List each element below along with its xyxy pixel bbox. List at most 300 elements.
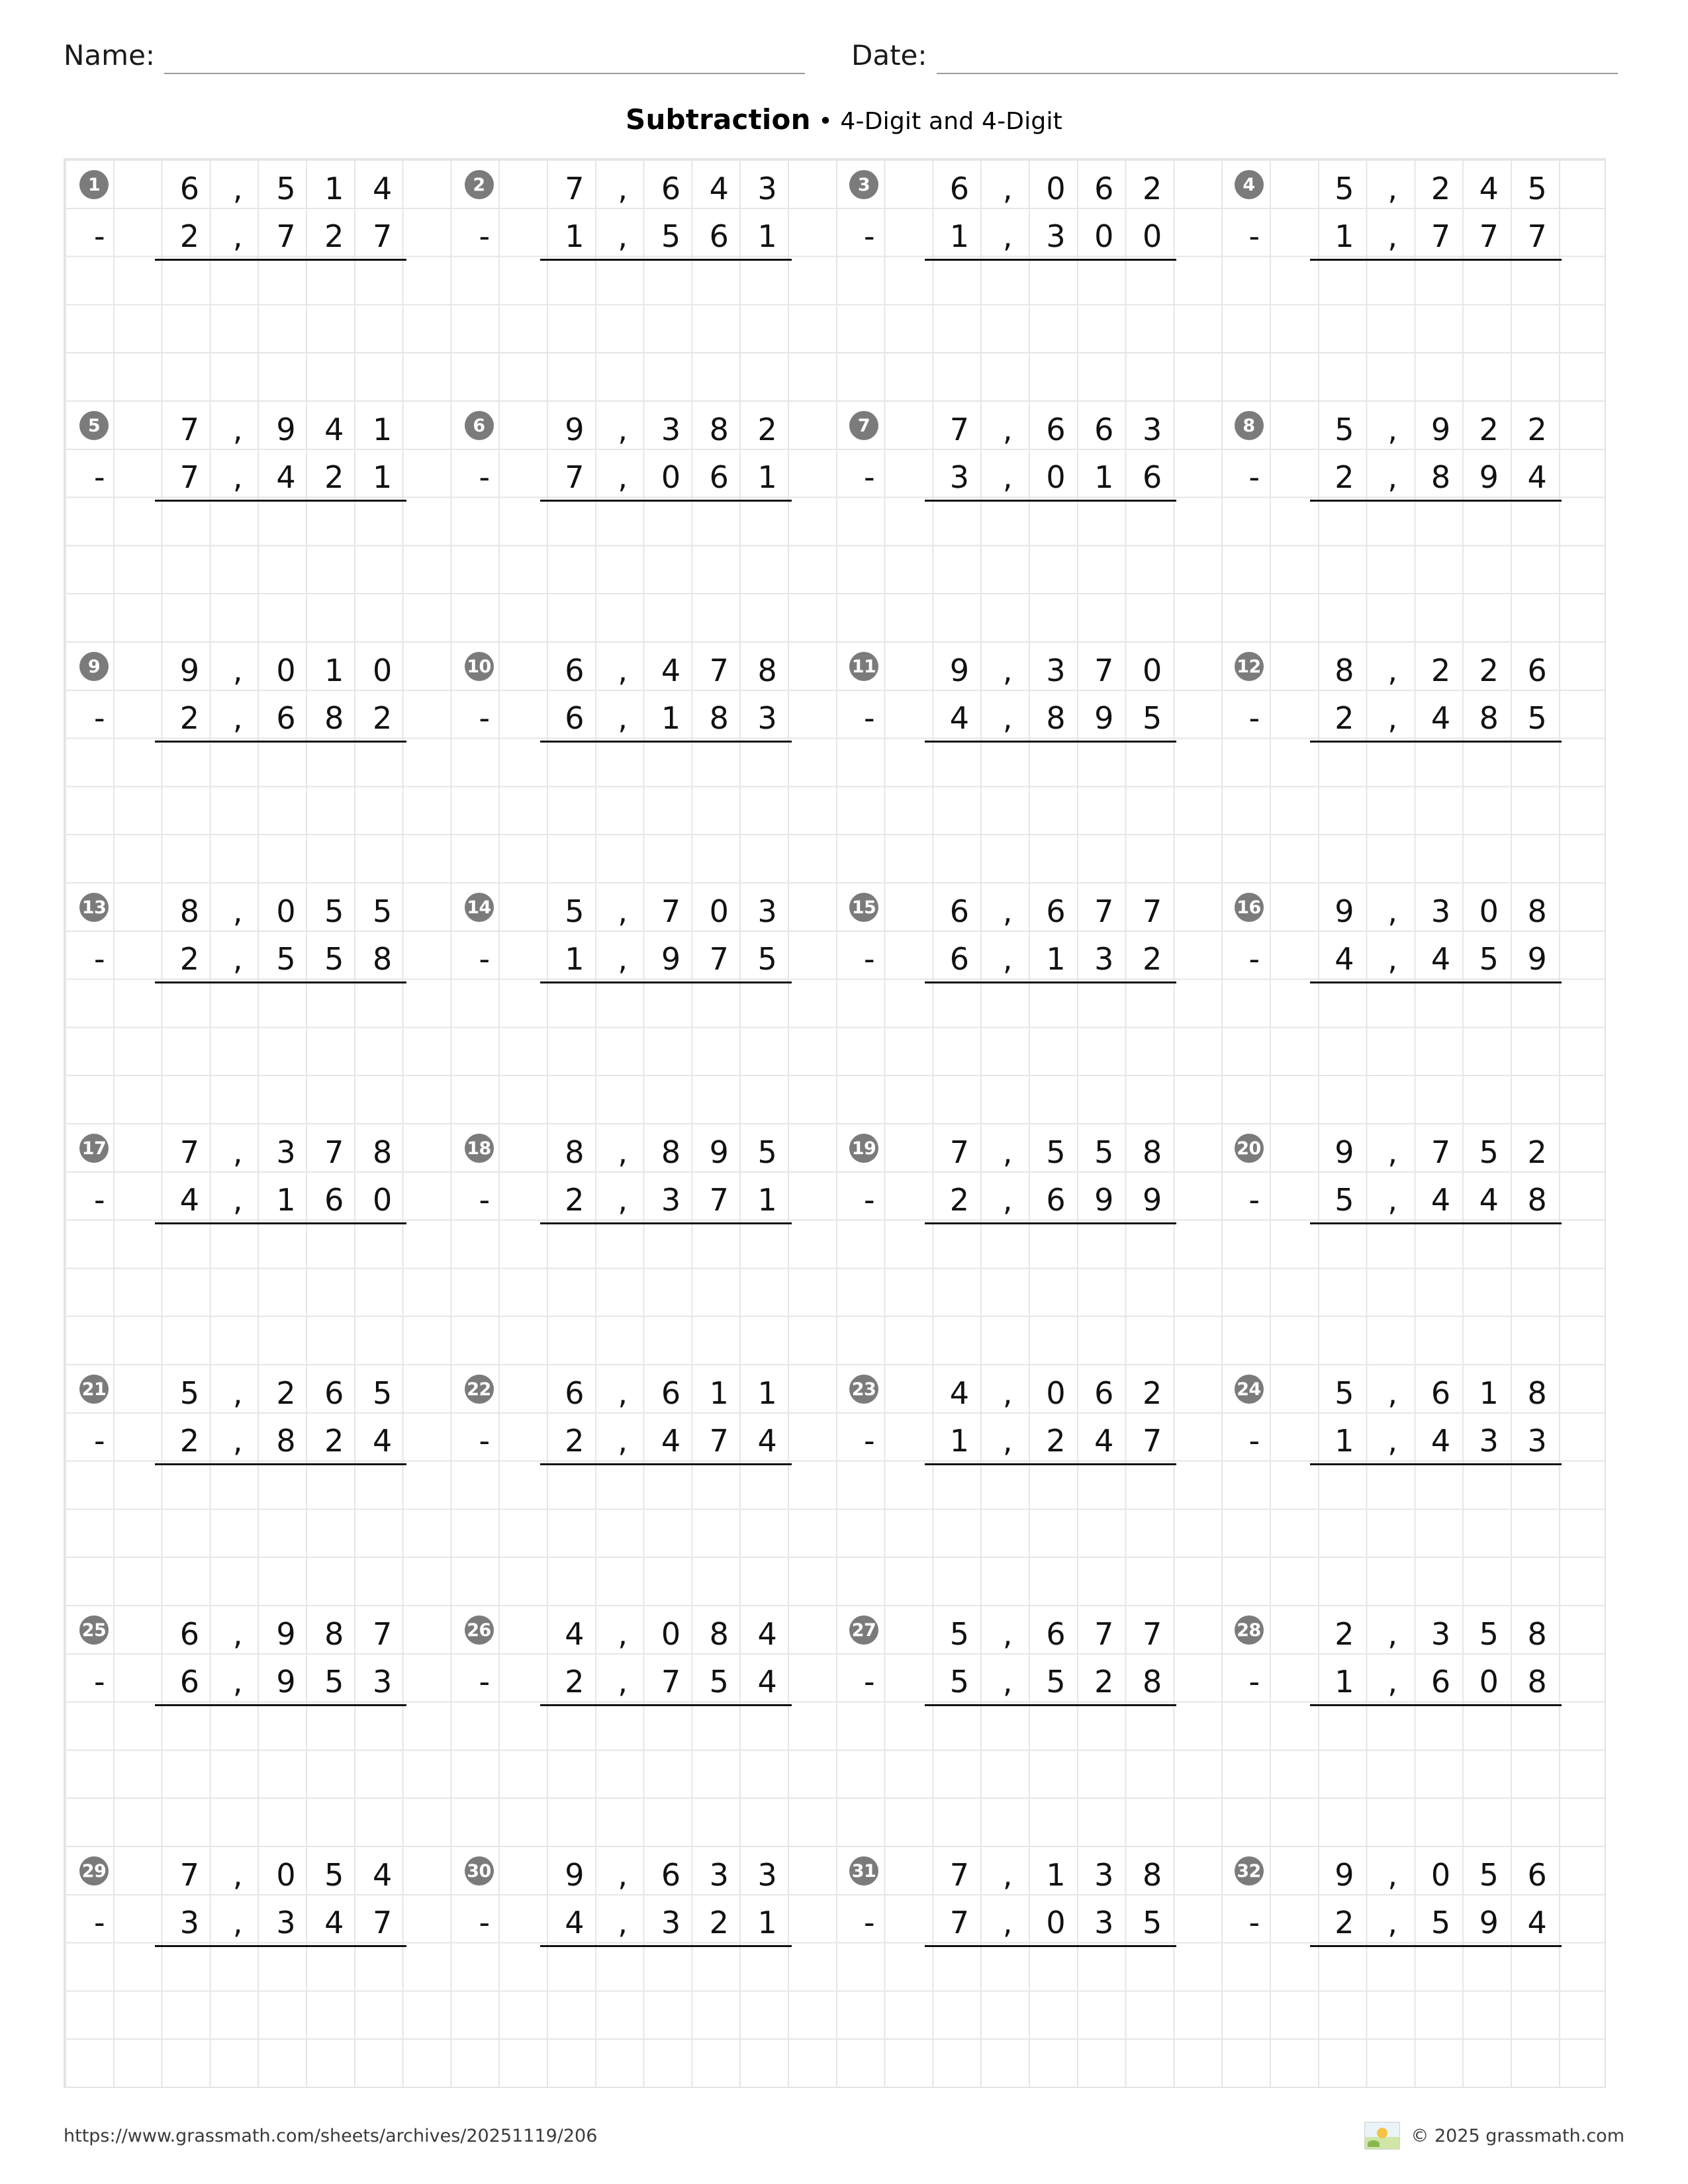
minuend-digit: 8 bbox=[1142, 1134, 1162, 1170]
minus-operator: - bbox=[94, 459, 105, 495]
problem-inner bbox=[1220, 1364, 1605, 1562]
subtrahend-digit: 6 bbox=[324, 1182, 344, 1218]
problem-7 bbox=[835, 400, 1220, 641]
answer-area[interactable] bbox=[1284, 743, 1562, 839]
problem-10 bbox=[450, 641, 835, 882]
problem-inner bbox=[835, 159, 1220, 357]
subtrahend-digit: 6 bbox=[1046, 1182, 1066, 1218]
answer-area[interactable] bbox=[514, 261, 792, 357]
minuend bbox=[128, 1128, 406, 1176]
minuend-digit: 6 bbox=[1046, 893, 1066, 929]
subtrahend bbox=[1248, 1176, 1562, 1224]
answer-area[interactable] bbox=[898, 1947, 1176, 2044]
problem-inner bbox=[450, 159, 835, 357]
subtrahend-digit: 2 bbox=[324, 459, 344, 495]
subtrahend bbox=[864, 1899, 1176, 1946]
minuend-digit: 0 bbox=[1046, 171, 1066, 206]
subtrahend-digit: 4 bbox=[949, 700, 970, 736]
minus-operator: - bbox=[864, 1423, 875, 1459]
minuend bbox=[1284, 887, 1562, 935]
subtrahend bbox=[864, 453, 1176, 501]
answer-area[interactable] bbox=[898, 1465, 1176, 1562]
minuend-digit: 6 bbox=[1094, 412, 1114, 447]
problem-numbers bbox=[864, 1128, 1176, 1321]
problem-18 bbox=[450, 1123, 835, 1364]
answer-area[interactable] bbox=[898, 502, 1176, 598]
problem-28 bbox=[1220, 1605, 1605, 1846]
minuend-digit: 5 bbox=[276, 171, 296, 206]
minuend-digit: 6 bbox=[1527, 1857, 1547, 1893]
subtrahend-digit: 2 bbox=[709, 1905, 729, 1940]
problem-inner bbox=[835, 400, 1220, 598]
minuend-digit: 3 bbox=[757, 1857, 777, 1893]
problem-number-badge: 26 bbox=[465, 1615, 494, 1645]
minus-operator: - bbox=[479, 1664, 491, 1700]
minuend-digit: 3 bbox=[1094, 1857, 1114, 1893]
comma-separator: , bbox=[1002, 700, 1013, 736]
comma-separator: , bbox=[232, 1616, 243, 1652]
subtrahend bbox=[94, 453, 406, 501]
answer-area[interactable] bbox=[1284, 261, 1562, 357]
minuend-digit: 8 bbox=[372, 1134, 393, 1170]
subtrahend-digit: 8 bbox=[1479, 700, 1499, 736]
problem-number-badge: 28 bbox=[1235, 1615, 1264, 1645]
subtrahend-digit: 7 bbox=[949, 1905, 970, 1940]
minuend-digit: 9 bbox=[179, 653, 200, 688]
minuend-digit: 2 bbox=[1142, 171, 1162, 206]
problem-number-badge: 17 bbox=[79, 1134, 109, 1163]
comma-separator: , bbox=[1387, 893, 1398, 929]
answer-area[interactable] bbox=[898, 743, 1176, 839]
problem-inner bbox=[450, 1123, 835, 1321]
minuend-digit: 4 bbox=[757, 1616, 777, 1652]
minuend-digit: 0 bbox=[1046, 1375, 1066, 1411]
problem-grid bbox=[64, 158, 1606, 2088]
subtrahend-digit: 2 bbox=[1335, 1905, 1354, 1940]
subtrahend-digit: 4 bbox=[757, 1423, 777, 1459]
date-field-group bbox=[851, 36, 1624, 74]
minus-operator: - bbox=[94, 218, 105, 254]
subtrahend bbox=[94, 694, 406, 742]
minuend-digit: 7 bbox=[372, 1616, 393, 1652]
page-title bbox=[64, 103, 1624, 136]
minuend bbox=[1284, 1610, 1562, 1658]
problem-number-badge: 8 bbox=[1235, 411, 1264, 440]
problem-number-badge: 29 bbox=[79, 1856, 109, 1886]
subtrahend-digit: 4 bbox=[1479, 1182, 1499, 1218]
minuend-digit: 9 bbox=[565, 1857, 585, 1893]
minus-operator: - bbox=[479, 700, 491, 736]
minuend-digit: 7 bbox=[661, 893, 681, 929]
subtrahend bbox=[94, 1176, 406, 1224]
answer-area[interactable] bbox=[514, 983, 792, 1080]
minuend bbox=[514, 1610, 792, 1658]
footer-url[interactable]: https://www.grassmath.com/sheets/archives/20251119/206 bbox=[64, 2125, 598, 2146]
subtrahend-digit: 1 bbox=[565, 941, 585, 977]
subtrahend bbox=[479, 212, 792, 260]
minuend-digit: 6 bbox=[1094, 171, 1114, 206]
subtrahend-digit: 0 bbox=[1094, 218, 1114, 254]
problem-numbers bbox=[94, 165, 406, 357]
comma-separator: , bbox=[232, 171, 243, 206]
minus-operator: - bbox=[1248, 941, 1260, 977]
subtrahend-digit: 6 bbox=[949, 941, 970, 977]
minuend-digit: 1 bbox=[372, 412, 393, 447]
problem-inner bbox=[65, 882, 450, 1080]
minus-operator: - bbox=[94, 941, 105, 977]
minus-operator: - bbox=[1248, 218, 1260, 254]
minuend-digit: 7 bbox=[1142, 893, 1162, 929]
subtrahend-digit: 2 bbox=[1094, 1664, 1114, 1700]
answer-area[interactable] bbox=[128, 1706, 406, 1803]
subtrahend-digit: 0 bbox=[372, 1182, 393, 1218]
problem-5 bbox=[65, 400, 450, 641]
minuend bbox=[1284, 1369, 1562, 1417]
minuend-digit: 2 bbox=[1527, 412, 1547, 447]
subtrahend-digit: 7 bbox=[1430, 218, 1451, 254]
answer-area[interactable] bbox=[514, 1706, 792, 1803]
minuend-digit: 7 bbox=[1094, 893, 1114, 929]
minus-operator: - bbox=[1248, 700, 1260, 736]
subtrahend-digit: 9 bbox=[276, 1664, 296, 1700]
problem-inner bbox=[835, 882, 1220, 1080]
answer-area[interactable] bbox=[128, 983, 406, 1080]
comma-separator: , bbox=[618, 1134, 628, 1170]
title-main: Subtraction bbox=[626, 103, 811, 136]
minuend-digit: 1 bbox=[324, 171, 344, 206]
problem-inner bbox=[1220, 882, 1605, 1080]
subtrahend bbox=[94, 1658, 406, 1706]
minuend-digit: 4 bbox=[709, 171, 729, 206]
date-label: Date: bbox=[851, 39, 927, 71]
comma-separator: , bbox=[1002, 1857, 1013, 1893]
subtrahend-digit: 4 bbox=[1430, 1182, 1451, 1218]
answer-area[interactable] bbox=[128, 743, 406, 839]
minuend-digit: 1 bbox=[324, 653, 344, 688]
minuend-digit: 9 bbox=[276, 412, 296, 447]
minus-operator: - bbox=[864, 1182, 875, 1218]
minuend-digit: 7 bbox=[1142, 1616, 1162, 1652]
subtrahend-digit: 5 bbox=[661, 218, 681, 254]
minuend-digit: 2 bbox=[1430, 653, 1451, 688]
title-separator: • bbox=[810, 108, 841, 135]
comma-separator: , bbox=[618, 700, 628, 736]
subtrahend-digit: 5 bbox=[1142, 1905, 1162, 1940]
subtrahend-digit: 1 bbox=[565, 218, 585, 254]
answer-area[interactable] bbox=[898, 983, 1176, 1080]
subtrahend-digit: 5 bbox=[757, 941, 777, 977]
subtrahend-digit: 9 bbox=[1094, 700, 1114, 736]
comma-separator: , bbox=[232, 1423, 243, 1459]
subtrahend-digit: 3 bbox=[661, 1905, 681, 1940]
comma-separator: , bbox=[1387, 700, 1398, 736]
subtrahend-digit: 5 bbox=[1335, 1182, 1354, 1218]
minuend-digit: 8 bbox=[757, 653, 777, 688]
comma-separator: , bbox=[1387, 1182, 1398, 1218]
problem-number-badge: 7 bbox=[849, 411, 878, 440]
minuend-digit: 6 bbox=[1046, 412, 1066, 447]
problem-inner bbox=[450, 400, 835, 598]
comma-separator: , bbox=[1002, 412, 1013, 447]
minuend-digit: 6 bbox=[1430, 1375, 1451, 1411]
footer-brand bbox=[1364, 2122, 1624, 2150]
problem-number-badge: 6 bbox=[465, 411, 494, 440]
minus-operator: - bbox=[1248, 459, 1260, 495]
subtrahend-digit: 8 bbox=[1527, 1664, 1547, 1700]
problem-32 bbox=[1220, 1846, 1605, 2087]
subtrahend-digit: 0 bbox=[1046, 459, 1066, 495]
subtrahend-digit: 4 bbox=[1430, 700, 1451, 736]
minuend-digit: 9 bbox=[709, 1134, 729, 1170]
subtrahend-digit: 8 bbox=[709, 700, 729, 736]
minuend-digit: 0 bbox=[372, 653, 393, 688]
answer-area[interactable] bbox=[128, 1224, 406, 1321]
problem-inner bbox=[1220, 1123, 1605, 1321]
subtrahend-digit: 2 bbox=[324, 1423, 344, 1459]
minuend-digit: 2 bbox=[1335, 1616, 1354, 1652]
minuend-digit: 2 bbox=[757, 412, 777, 447]
subtrahend-digit: 4 bbox=[1430, 941, 1451, 977]
minuend-digit: 2 bbox=[1430, 171, 1451, 206]
answer-area[interactable] bbox=[514, 1947, 792, 2044]
problem-inner bbox=[65, 1605, 450, 1803]
problem-number-badge: 10 bbox=[465, 652, 494, 681]
minuend bbox=[514, 887, 792, 935]
comma-separator: , bbox=[1387, 1375, 1398, 1411]
name-input[interactable] bbox=[164, 36, 805, 74]
problem-numbers bbox=[864, 1369, 1176, 1562]
subtrahend-digit: 2 bbox=[1142, 941, 1162, 977]
answer-area[interactable] bbox=[1284, 983, 1562, 1080]
comma-separator: , bbox=[1002, 218, 1013, 254]
minuend bbox=[898, 406, 1176, 453]
comma-separator: , bbox=[1387, 1616, 1398, 1652]
subtrahend-digit: 4 bbox=[1094, 1423, 1114, 1459]
minus-operator: - bbox=[1248, 1182, 1260, 1218]
minus-operator: - bbox=[1248, 1905, 1260, 1940]
subtrahend bbox=[1248, 1899, 1562, 1946]
header bbox=[64, 36, 1624, 74]
subtrahend-digit: 1 bbox=[757, 218, 777, 254]
minuend-digit: 6 bbox=[1094, 1375, 1114, 1411]
answer-area[interactable] bbox=[128, 261, 406, 357]
comma-separator: , bbox=[232, 700, 243, 736]
comma-separator: , bbox=[1387, 412, 1398, 447]
minuend-digit: 9 bbox=[1430, 412, 1451, 447]
answer-area[interactable] bbox=[1284, 1706, 1562, 1803]
comma-separator: , bbox=[618, 412, 628, 447]
minuend-digit: 7 bbox=[949, 1857, 970, 1893]
problem-inner bbox=[65, 641, 450, 839]
subtrahend bbox=[94, 1417, 406, 1465]
minuend-digit: 5 bbox=[1479, 1857, 1499, 1893]
problem-31 bbox=[835, 1846, 1220, 2087]
problem-number-badge: 11 bbox=[849, 652, 878, 681]
comma-separator: , bbox=[618, 1375, 628, 1411]
answer-area[interactable] bbox=[128, 1947, 406, 2044]
minuend-digit: 8 bbox=[661, 1134, 681, 1170]
comma-separator: , bbox=[1002, 1423, 1013, 1459]
minuend-digit: 6 bbox=[949, 171, 970, 206]
subtrahend-digit: 8 bbox=[1527, 1182, 1547, 1218]
problem-inner bbox=[835, 1846, 1220, 2044]
answer-area[interactable] bbox=[1284, 1224, 1562, 1321]
subtrahend bbox=[479, 694, 792, 742]
answer-area[interactable] bbox=[514, 743, 792, 839]
comma-separator: , bbox=[1387, 941, 1398, 977]
subtrahend-digit: 7 bbox=[179, 459, 200, 495]
answer-area[interactable] bbox=[128, 502, 406, 598]
subtrahend-digit: 6 bbox=[179, 1664, 200, 1700]
minus-operator: - bbox=[1248, 1423, 1260, 1459]
subtrahend-digit: 5 bbox=[324, 941, 344, 977]
comma-separator: , bbox=[1387, 171, 1398, 206]
minus-operator: - bbox=[94, 1182, 105, 1218]
subtrahend-digit: 7 bbox=[709, 941, 729, 977]
problem-inner bbox=[450, 1846, 835, 2044]
problem-20 bbox=[1220, 1123, 1605, 1364]
problem-row bbox=[65, 400, 1605, 641]
comma-separator: , bbox=[1387, 1905, 1398, 1940]
minuend bbox=[1284, 406, 1562, 453]
answer-area[interactable] bbox=[898, 261, 1176, 357]
minuend-digit: 7 bbox=[179, 412, 200, 447]
problem-inner bbox=[1220, 641, 1605, 839]
minuend-digit: 4 bbox=[372, 1857, 393, 1893]
minuend-digit: 6 bbox=[949, 893, 970, 929]
problem-27 bbox=[835, 1605, 1220, 1846]
comma-separator: , bbox=[618, 1857, 628, 1893]
minuend bbox=[1284, 1851, 1562, 1899]
subtrahend bbox=[479, 1658, 792, 1706]
problem-number-badge: 23 bbox=[849, 1375, 878, 1404]
subtrahend-digit: 8 bbox=[324, 700, 344, 736]
comma-separator: , bbox=[232, 653, 243, 688]
problem-number-badge: 13 bbox=[79, 893, 109, 922]
minuend-digit: 8 bbox=[709, 412, 729, 447]
minuend-digit: 5 bbox=[372, 1375, 393, 1411]
subtrahend-digit: 3 bbox=[949, 459, 970, 495]
problem-4 bbox=[1220, 159, 1605, 400]
answer-area[interactable] bbox=[514, 1465, 792, 1562]
problem-row bbox=[65, 159, 1605, 400]
comma-separator: , bbox=[1387, 1423, 1398, 1459]
minuend-digit: 1 bbox=[709, 1375, 729, 1411]
subtrahend-digit: 2 bbox=[1335, 459, 1354, 495]
problem-8 bbox=[1220, 400, 1605, 641]
problem-inner bbox=[1220, 159, 1605, 357]
comma-separator: , bbox=[618, 941, 628, 977]
subtrahend-digit: 6 bbox=[1142, 459, 1162, 495]
problem-16 bbox=[1220, 882, 1605, 1123]
subtrahend-digit: 4 bbox=[276, 459, 296, 495]
subtrahend-digit: 7 bbox=[565, 459, 585, 495]
subtrahend-digit: 2 bbox=[179, 1423, 200, 1459]
problem-number-badge: 16 bbox=[1235, 893, 1264, 922]
answer-area[interactable] bbox=[898, 1706, 1176, 1803]
answer-area[interactable] bbox=[514, 1224, 792, 1321]
subtrahend-digit: 7 bbox=[1479, 218, 1499, 254]
minuend-digit: 5 bbox=[324, 893, 344, 929]
problem-21 bbox=[65, 1364, 450, 1605]
comma-separator: , bbox=[618, 171, 628, 206]
answer-area[interactable] bbox=[1284, 1947, 1562, 2044]
comma-separator: , bbox=[1002, 459, 1013, 495]
minuend-digit: 0 bbox=[276, 653, 296, 688]
subtrahend-digit: 4 bbox=[1430, 1423, 1451, 1459]
footer bbox=[64, 2122, 1624, 2150]
minuend-digit: 7 bbox=[1094, 1616, 1114, 1652]
comma-separator: , bbox=[1002, 653, 1013, 688]
subtrahend-digit: 7 bbox=[709, 1423, 729, 1459]
problem-22 bbox=[450, 1364, 835, 1605]
subtrahend-digit: 3 bbox=[661, 1182, 681, 1218]
answer-area[interactable] bbox=[1284, 502, 1562, 598]
problem-number-badge: 21 bbox=[79, 1375, 109, 1404]
subtrahend-digit: 6 bbox=[276, 700, 296, 736]
minuend-digit: 3 bbox=[661, 412, 681, 447]
minuend-digit: 5 bbox=[1046, 1134, 1066, 1170]
problem-numbers bbox=[864, 165, 1176, 357]
answer-area[interactable] bbox=[898, 1224, 1176, 1321]
comma-separator: , bbox=[1002, 171, 1013, 206]
minuend-digit: 8 bbox=[1527, 893, 1547, 929]
subtrahend-digit: 7 bbox=[372, 1905, 393, 1940]
minuend-digit: 0 bbox=[709, 893, 729, 929]
minuend-digit: 3 bbox=[757, 171, 777, 206]
minuend-digit: 7 bbox=[179, 1134, 200, 1170]
comma-separator: , bbox=[1387, 653, 1398, 688]
problem-12 bbox=[1220, 641, 1605, 882]
comma-separator: , bbox=[232, 1664, 243, 1700]
minuend bbox=[514, 1369, 792, 1417]
minuend bbox=[128, 165, 406, 212]
subtrahend-digit: 4 bbox=[661, 1423, 681, 1459]
minuend-digit: 6 bbox=[661, 1375, 681, 1411]
subtrahend-digit: 8 bbox=[1142, 1664, 1162, 1700]
subtrahend-digit: 3 bbox=[757, 700, 777, 736]
problem-inner bbox=[835, 1123, 1220, 1321]
comma-separator: , bbox=[232, 941, 243, 977]
problem-inner bbox=[835, 1364, 1220, 1562]
minuend bbox=[1284, 165, 1562, 212]
comma-separator: , bbox=[1002, 1905, 1013, 1940]
minuend-digit: 0 bbox=[276, 893, 296, 929]
subtrahend-digit: 1 bbox=[757, 1182, 777, 1218]
date-input[interactable] bbox=[937, 36, 1618, 74]
problem-1 bbox=[65, 159, 450, 400]
problem-3 bbox=[835, 159, 1220, 400]
problem-row bbox=[65, 641, 1605, 882]
problem-number-badge: 30 bbox=[465, 1856, 494, 1886]
answer-area[interactable] bbox=[514, 502, 792, 598]
problem-number-badge: 4 bbox=[1235, 170, 1264, 199]
subtrahend bbox=[479, 1176, 792, 1224]
answer-area[interactable] bbox=[128, 1465, 406, 1562]
answer-area[interactable] bbox=[1284, 1465, 1562, 1562]
minuend bbox=[898, 1610, 1176, 1658]
subtrahend-digit: 1 bbox=[276, 1182, 296, 1218]
subtrahend-digit: 2 bbox=[179, 218, 200, 254]
minuend-digit: 5 bbox=[179, 1375, 200, 1411]
minuend-digit: 7 bbox=[949, 412, 970, 447]
minuend-digit: 6 bbox=[1527, 653, 1547, 688]
minuend bbox=[1284, 647, 1562, 694]
subtrahend-digit: 5 bbox=[1046, 1664, 1066, 1700]
minus-operator: - bbox=[864, 941, 875, 977]
problem-numbers bbox=[864, 406, 1176, 598]
comma-separator: , bbox=[232, 1182, 243, 1218]
